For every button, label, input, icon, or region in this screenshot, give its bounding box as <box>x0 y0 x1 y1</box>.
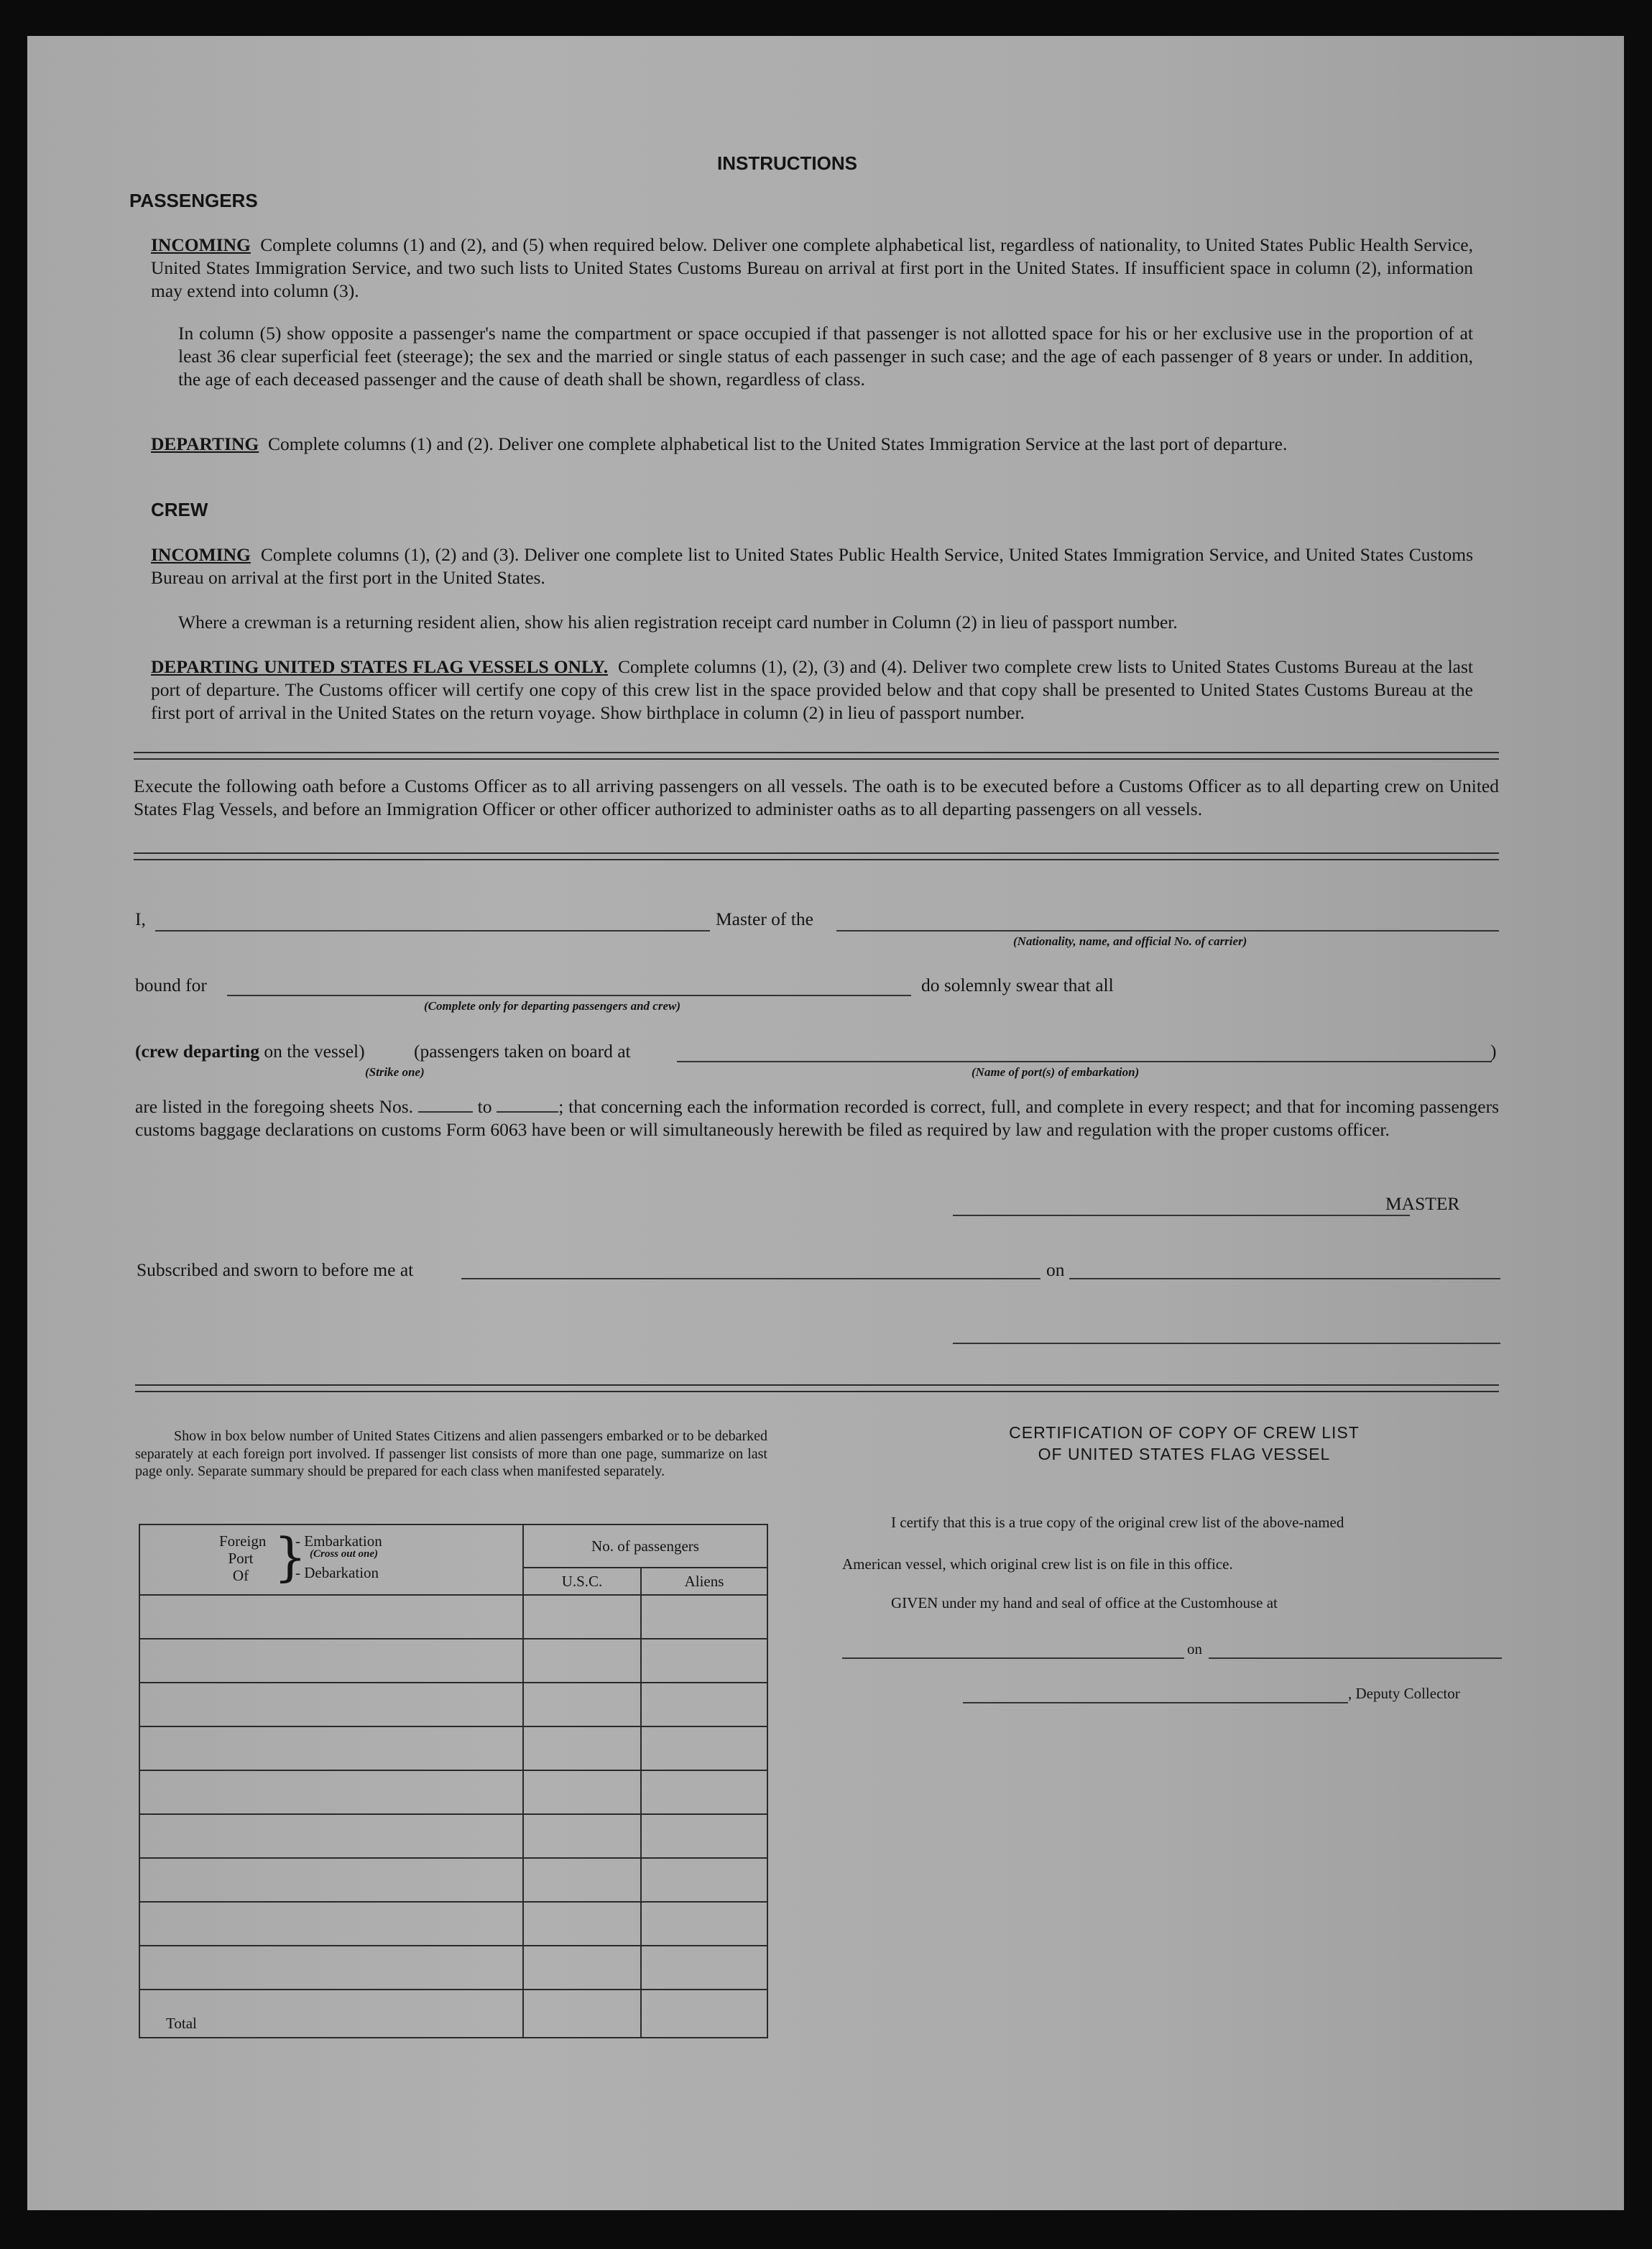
embarkation-port-field[interactable] <box>677 1061 1492 1062</box>
crew-departing-option[interactable] <box>135 1041 365 1062</box>
usc-header: U.S.C. <box>523 1568 641 1595</box>
certify-line2: American vessel, which original crew list is on file in this office. <box>842 1555 1233 1573</box>
bound-for-label: bound for <box>135 975 207 995</box>
passengers-incoming-text: Complete columns (1) and (2), and (5) when required below. Deliver one complete alphabetical list, regardless of nationality, to United States Public Health Service, United States Immigration Service, and two such lists to United States Customs Bureau on arrival at first port in the United States. If insufficient space in column (2), information may extend into column (3). <box>151 234 1474 301</box>
summary-row <box>139 1902 767 1946</box>
listed-pre: are listed in the foregoing sheets Nos. <box>135 1096 414 1117</box>
strike-caption: (Strike one) <box>365 1065 425 1079</box>
on-label: on <box>1046 1259 1065 1280</box>
aliens-cell[interactable] <box>641 1814 767 1858</box>
total-row <box>139 1990 767 2038</box>
usc-cell[interactable] <box>523 1639 641 1683</box>
master-signature-field[interactable] <box>953 1215 1410 1216</box>
master-name-field[interactable] <box>155 930 710 932</box>
summary-row <box>139 1683 767 1726</box>
master-label: MASTER <box>1385 1193 1460 1214</box>
certification-title-line2: OF UNITED STATES FLAG VESSEL <box>1038 1445 1331 1463</box>
cross-out-caption: (Cross out one) <box>310 1548 379 1560</box>
no-passengers-header: No. of passengers <box>523 1524 767 1568</box>
aliens-total-cell[interactable] <box>641 1990 767 2038</box>
usc-cell[interactable] <box>523 1858 641 1902</box>
bound-for-field[interactable] <box>227 995 911 996</box>
aliens-cell[interactable] <box>641 1683 767 1726</box>
aliens-cell[interactable] <box>641 1770 767 1814</box>
usc-cell[interactable] <box>523 1814 641 1858</box>
aliens-cell[interactable] <box>641 1595 767 1639</box>
column5-paragraph: In column (5) show opposite a passenger's name the compartment or space occupied if that passenger is not allotted space for his or her exclusive use in the proportion of at least 36 clear superficial feet (steerage); the sex and the married or single status of each passenger in such case; and the age of each passenger of 8 years or under. In addition, the age of each deceased passenger and the cause of death shall be shown, regardless of class. <box>178 323 1473 390</box>
usc-cell[interactable] <box>523 1683 641 1726</box>
port-cell[interactable] <box>139 1770 523 1814</box>
port-cell[interactable] <box>139 1726 523 1770</box>
crew-incoming-paragraph <box>151 543 1473 589</box>
summary-row <box>139 1946 767 1990</box>
embark-caption: (Name of port(s) of embarkation) <box>972 1065 1140 1079</box>
brace-glyph: } <box>274 1527 307 1587</box>
certification-title-line1: CERTIFICATION OF COPY OF CREW LIST <box>1009 1423 1360 1442</box>
usc-cell[interactable] <box>523 1595 641 1639</box>
page-title: INSTRUCTIONS <box>717 152 857 174</box>
cert-date-field[interactable] <box>1209 1657 1502 1659</box>
customhouse-field[interactable] <box>842 1657 1184 1659</box>
listed-post: ; that concerning each the information recorded is correct, full, and complete in every respect; and that for incoming passengers customs baggage declarations on customs Form 6063 have been or will simultaneously herewith be filed as required by law and regulation with the proper customs officer. <box>135 1096 1500 1140</box>
deputy-collector-label: , Deputy Collector <box>1348 1685 1460 1702</box>
passengers-heading: PASSENGERS <box>129 190 258 211</box>
sheet-to-field[interactable] <box>497 1111 558 1113</box>
port-cell[interactable] <box>139 1595 523 1639</box>
usc-cell[interactable] <box>523 1946 641 1990</box>
passengers-taken-label: (passengers taken on board at <box>414 1041 631 1062</box>
summary-row <box>139 1858 767 1902</box>
crew-departing-label: (crew departing <box>135 1041 260 1062</box>
passengers-departing-lead: DEPARTING <box>151 433 259 454</box>
usc-cell[interactable] <box>523 1770 641 1814</box>
passengers-incoming-paragraph <box>151 234 1473 303</box>
aliens-cell[interactable] <box>641 1902 767 1946</box>
embarkation-label: - Embarkation <box>295 1532 382 1550</box>
i-label: I, <box>135 909 146 929</box>
passengers-incoming-lead: INCOMING <box>151 234 251 255</box>
carrier-field[interactable] <box>836 930 1499 932</box>
passengers-departing-paragraph <box>151 433 1473 456</box>
sheet-from-field[interactable] <box>418 1111 473 1113</box>
divider-2 <box>134 852 1499 860</box>
cert-on-label: on <box>1187 1640 1202 1657</box>
divider-1 <box>134 752 1499 760</box>
form-sheet <box>27 36 1624 2210</box>
carrier-caption: (Nationality, name, and official No. of carrier) <box>1013 934 1247 948</box>
summary-row <box>139 1814 767 1858</box>
certification-title <box>954 1422 1414 1465</box>
summary-row <box>139 1639 767 1683</box>
bound-caption: (Complete only for departing passengers and crew) <box>424 999 680 1013</box>
crew-departing-paragraph <box>151 656 1473 725</box>
crew-departing-lead: DEPARTING UNITED STATES FLAG VESSELS ONLY. <box>151 656 609 677</box>
officer-signature-field[interactable] <box>953 1343 1500 1344</box>
aliens-cell[interactable] <box>641 1858 767 1902</box>
master-of-label: Master of the <box>716 909 813 929</box>
port-cell[interactable] <box>139 1683 523 1726</box>
aliens-cell[interactable] <box>641 1726 767 1770</box>
aliens-header: Aliens <box>641 1568 767 1595</box>
usc-total-cell[interactable] <box>523 1990 641 2038</box>
sworn-place-field[interactable] <box>461 1278 1040 1279</box>
port-cell[interactable] <box>139 1814 523 1858</box>
port-cell[interactable] <box>139 1902 523 1946</box>
port-header-cell <box>139 1524 523 1595</box>
usc-cell[interactable] <box>523 1726 641 1770</box>
subscribed-label: Subscribed and sworn to before me at <box>137 1259 414 1280</box>
close-paren: ) <box>1490 1041 1497 1062</box>
crew-heading: CREW <box>151 499 208 520</box>
port-cell[interactable] <box>139 1858 523 1902</box>
listed-paragraph <box>135 1095 1499 1141</box>
deputy-signature-field[interactable] <box>963 1702 1348 1703</box>
on-vessel-label: on the vessel) <box>264 1041 365 1062</box>
divider-3 <box>135 1384 1499 1392</box>
foreign-port-label: Foreign Port Of <box>219 1532 267 1584</box>
total-label: Total <box>139 1990 523 2038</box>
to-label: to <box>477 1096 492 1117</box>
summary-instructions: Show in box below number of United States Citizens and alien passengers embarked or to be debarked separately at each foreign port involved. If passenger list consists of more than one page, summarize on last page only. Separate summary should be prepared for each class when manifested separately. <box>135 1428 767 1479</box>
certify-line1: I certify that this is a true copy of the original crew list of the above-named <box>891 1514 1344 1531</box>
aliens-cell[interactable] <box>641 1946 767 1990</box>
port-cell[interactable] <box>139 1639 523 1683</box>
crew-incoming-text: Complete columns (1), (2) and (3). Deliver one complete list to United States Public Health Service, United States Immigration Service, and United States Customs Bureau on arrival at the first port in the United States. <box>151 544 1474 588</box>
passenger-summary-table <box>139 1524 768 2038</box>
aliens-cell[interactable] <box>641 1639 767 1683</box>
crew-departing-text: Complete columns (1), (2), (3) and (4). Deliver two complete crew lists to United States Customs Bureau at the last port of departure. The Customs officer will certify one copy of this crew list in the space provided below and that copy shall be presented to United States Customs Bureau at the first port of arrival in the United States on the return voyage. Show birthplace in column (2) in lieu of passport number. <box>151 656 1474 723</box>
crew-incoming-lead: INCOMING <box>151 544 251 565</box>
resident-alien-paragraph: Where a crewman is a returning resident alien, show his alien registration receipt card number in Column (2) in lieu of passport number. <box>178 612 1178 633</box>
swear-label: do solemnly swear that all <box>921 975 1114 995</box>
summary-row <box>139 1595 767 1639</box>
sworn-date-field[interactable] <box>1069 1278 1500 1279</box>
summary-row <box>139 1770 767 1814</box>
given-line: GIVEN under my hand and seal of office at the Customhouse at <box>891 1594 1278 1611</box>
port-cell[interactable] <box>139 1946 523 1990</box>
oath-intro: Execute the following oath before a Customs Officer as to all arriving passengers on all vessels. The oath is to be executed before a Customs Officer as to all departing crew on United States Flag Vessels, and before an Immigration Officer or other officer authorized to administer oaths as to all departing passengers on all vessels. <box>134 776 1499 819</box>
debarkation-label: - Debarkation <box>295 1564 379 1581</box>
usc-cell[interactable] <box>523 1902 641 1946</box>
summary-row <box>139 1726 767 1770</box>
passengers-departing-text: Complete columns (1) and (2). Deliver one complete alphabetical list to the United States Immigration Service at the last port of departure. <box>267 433 1288 454</box>
